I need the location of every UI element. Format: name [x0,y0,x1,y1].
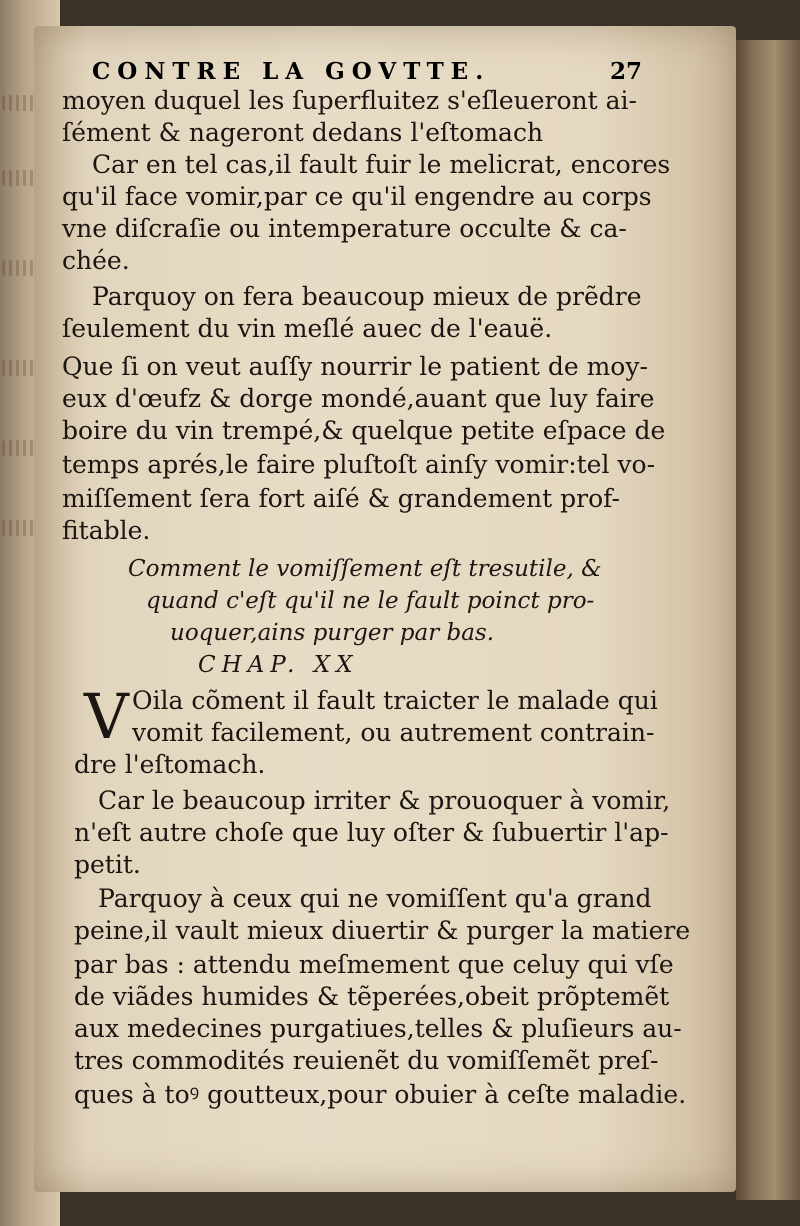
page-number: 27 [610,58,643,85]
text-line: ſément & nageront dedans l'eſtomach [62,118,544,147]
text-line: dre l'eſtomach. [74,750,266,779]
drop-cap: V [84,680,129,753]
chapter-title-line: Comment le vomiſſement eſt tresutile, & [128,556,602,582]
running-head-title: CONTRE LA GOVTTE. [92,58,491,85]
chapter-number: CHAP. XX [198,652,359,678]
text-line: Que ſi on veut auſſy nourrir le patient de moy- [62,352,648,381]
text-line: Parquoy à ceux qui ne vomiſſent qu'a grand [98,884,652,913]
text-line: temps aprés,le faire pluſtoſt ainſy vomir:tel vo- [62,450,656,479]
text-line: peine,il vault mieux diuertir & purger la matiere [74,916,691,945]
text-line: tres commodités reuienẽt du vomiſſemẽt preſ- [74,1046,659,1075]
text-line: fitable. [62,516,151,545]
text-line: moyen duquel les ſuperfluitez s'eſleueront ai- [62,86,637,115]
text-line: petit. [74,850,141,879]
text-line: n'eſt autre choſe que luy oſter & ſubuertir l'ap- [74,818,669,847]
text-line: aux medecines purgatiues,telles & pluſieurs au- [74,1014,682,1043]
running-head [92,58,652,88]
chapter-title-line: uoquer,ains purger par bas. [170,620,495,646]
text-line: Car en tel cas,il fault fuir le melicrat, encores [92,150,671,179]
text-line: miſſement ſera fort aiſé & grandement prof- [62,484,620,513]
text-line: par bas : attendu meſmement que celuy qui vſe [74,950,674,979]
text-line: chée. [62,246,130,275]
chapter-title-line: quand c'eſt qu'il ne le fault poinct pro- [146,588,595,614]
page-edge-right [736,40,800,1200]
text-line: Parquoy on fera beaucoup mieux de prẽdre [92,282,642,311]
text-line: vne diſcraſie ou intemperature occulte & ca- [62,214,627,243]
text-line: eux d'œufz & dorge mondé,auant que luy faire [62,384,655,413]
text-line: ques à toꝰ goutteux,pour obuier à ceſte maladie. [74,1080,687,1109]
text-line: ſeulement du vin meſlé auec de l'eauë. [62,314,553,343]
text-line: vomit facilement, ou autrement contrain- [132,718,655,747]
text-line: Oila cõment il fault traicter le malade qui [132,686,658,715]
text-line: de viãdes humides & tẽperées,obeit prõptemẽt [74,982,670,1011]
text-line: boire du vin trempé,& quelque petite eſpace de [62,416,666,445]
text-line: Car le beaucoup irriter & prouoquer à vomir, [98,786,671,815]
text-line: qu'il face vomir,par ce qu'il engendre au corps [62,182,652,211]
